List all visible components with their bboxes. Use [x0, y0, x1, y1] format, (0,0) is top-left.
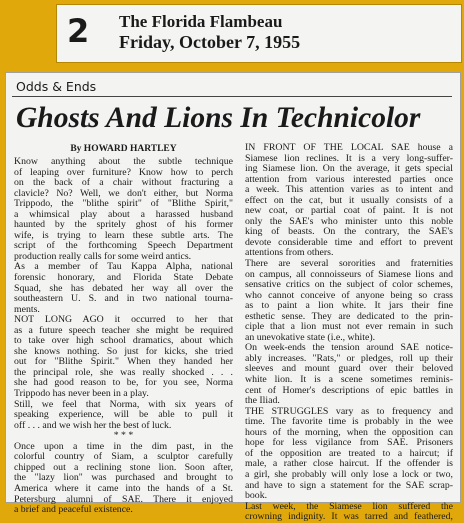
- text-line: Once upon a time in the dim past, in the: [14, 440, 233, 452]
- text-line: Petersburg alumni of SAE. There it enjoyed: [14, 493, 233, 505]
- text-line: male, a rather close haircut. If the offender is: [245, 458, 453, 470]
- text-line: Siamese lion reclines. It is a very long-suffer-: [245, 152, 453, 164]
- text-line: esthetic sense. They are dedicated to the prin-: [245, 310, 453, 322]
- text-line: THE STRUGGLES vary as to frequency and: [245, 405, 453, 417]
- text-line: of the opposition are treated to a haircut; if: [245, 447, 453, 459]
- article-clipping: [5, 72, 461, 523]
- dateline: Friday, October 7, 1955: [119, 32, 301, 52]
- text-line: ments.: [14, 303, 40, 315]
- text-line: sleeves and mount guard over their beloved: [245, 363, 453, 375]
- text-line: and have to sign a statement for the SAE scrap-: [245, 479, 453, 491]
- byline: By HOWARD HARTLEY: [70, 144, 177, 154]
- text-line: forensic honorary, and Florida State Debate: [14, 272, 233, 284]
- text-line: Still, we feel that Norma, with six years of: [14, 398, 233, 410]
- text-line: on the back of a chair without fracturing a: [14, 177, 233, 189]
- text-line: she had good reason to be, for you see, Norma: [14, 377, 233, 389]
- text-line: America where it came into the hands of a St.: [14, 482, 233, 494]
- text-line: devote considerable time and effort to prevent: [245, 236, 453, 248]
- text-line: script of the forthcoming Speech Department: [14, 240, 233, 252]
- text-line: Trippodo has never been in a play.: [14, 388, 149, 400]
- text-line: hours of the morning, when the opposition can: [245, 426, 453, 438]
- text-line: the "lazy lion" was purchased and brought to: [14, 472, 233, 484]
- text-line: on campus, all connoisseurs of Siamese lions and: [245, 268, 453, 280]
- text-line: a brief and peaceful existence.: [14, 504, 133, 516]
- text-line: king of beasts. On the contrary, the SAE's: [245, 226, 453, 238]
- text-line: Know anything about the subtle technique: [14, 156, 233, 167]
- text-line: off . . . and we wish her the best of luck.: [14, 419, 172, 431]
- right-column: [245, 143, 453, 523]
- text-line: a week. This attention varies as to intent and: [245, 184, 453, 196]
- text-line: only the SAE's who minister unto this noble: [245, 215, 453, 227]
- text-line: clavicle? No? Well, we don't either, but Norma: [14, 187, 233, 199]
- text-line: wife, is trying to learn these subtle arts. The: [14, 229, 233, 241]
- text-line: production really calls for some weird antics.: [14, 250, 192, 262]
- text-line: speaking experience, will be able to pull it: [14, 409, 233, 421]
- text-line: as to paint a lion white. It jars their fine: [245, 300, 453, 312]
- text-line: ably increases. "Rats," or pledges, roll up their: [245, 352, 453, 364]
- page-number: 2: [67, 12, 90, 50]
- text-line: she knows nothing. So just for kicks, she tried: [14, 345, 233, 357]
- text-line: attentions from others.: [245, 247, 334, 259]
- text-line: the principal role, she was really shocked . . .: [14, 366, 233, 378]
- text-line: IN FRONT OF THE LOCAL SAE house a: [245, 142, 453, 153]
- text-line: book.: [245, 490, 268, 502]
- text-line: NOT LONG AGO it occurred to her that: [14, 314, 233, 326]
- text-line: chipped out a reclining stone lion. Soon after,: [14, 461, 233, 473]
- text-line: On week-ends the tension around SAE notice-: [245, 342, 453, 354]
- text-line: hope for less vigilance from SAE. Prisoners: [245, 437, 453, 449]
- text-line: ing Siamese lion. On the average, it gets special: [245, 163, 453, 175]
- text-line: who cannot conceive of anyone being so crass: [245, 289, 453, 301]
- text-line: crowning indignity. It was tarred and feathered,: [245, 511, 453, 523]
- text-line: southeastern U. S. and in two national tourna-: [14, 293, 233, 305]
- headline: Ghosts And Lions In Technicolor: [16, 102, 421, 134]
- text-line: effect on the cat, but it usually consists of a: [245, 194, 453, 206]
- text-line: to take over high school dramatics, about which: [14, 335, 233, 347]
- text-line: There are several sororities and fraternities: [245, 258, 453, 270]
- text-line: the Iliad.: [245, 395, 280, 407]
- text-line: sensative critics on the subject of color schemes,: [245, 279, 453, 291]
- newspaper-header: [56, 4, 462, 63]
- text-line: colorful country of Siam, a sculptor carefully: [14, 451, 233, 463]
- left-column: [14, 143, 233, 516]
- text-line: * * *: [113, 430, 134, 442]
- text-line: Squad, she has debated her way all over the: [14, 282, 233, 294]
- text-line: time. The favorite time is probably in the wee: [245, 416, 453, 428]
- section-divider: [12, 96, 452, 97]
- text-line: Trippodo, the "blithe spirit" of "Blithe Spirit,": [14, 198, 233, 210]
- text-line: out for "Blithe Spirit." When they handed her: [14, 356, 233, 368]
- text-line: an unevokative state (i.e., white).: [245, 331, 376, 343]
- text-line: Last week, the Siamese lion suffered the: [245, 500, 453, 512]
- text-line: a whimsical play about a harassed husband: [14, 208, 233, 220]
- text-line: attention from various interested parties once: [245, 173, 453, 185]
- text-line: as a future speech teacher she might be required: [14, 324, 233, 336]
- text-line: As a member of Tau Kappa Alpha, national: [14, 261, 233, 273]
- text-line: cent of Homer's descriptions of epic battles in: [245, 384, 453, 396]
- text-line: haunted by the spritely ghost of his former: [14, 219, 233, 231]
- masthead: The Florida Flambeau: [119, 12, 283, 31]
- text-line: new coat, or partial coat of paint. It is not: [245, 205, 453, 217]
- section-label: Odds & Ends: [16, 79, 97, 94]
- text-line: ciple that a lion must not ever remain in such: [245, 321, 453, 333]
- text-line: a girl, she probably will only lose a lock or two,: [245, 468, 453, 480]
- text-line: white lion. It is a scene sometimes reminis-: [245, 374, 453, 386]
- text-line: of leaping over furniture? Know how to perch: [14, 166, 233, 178]
